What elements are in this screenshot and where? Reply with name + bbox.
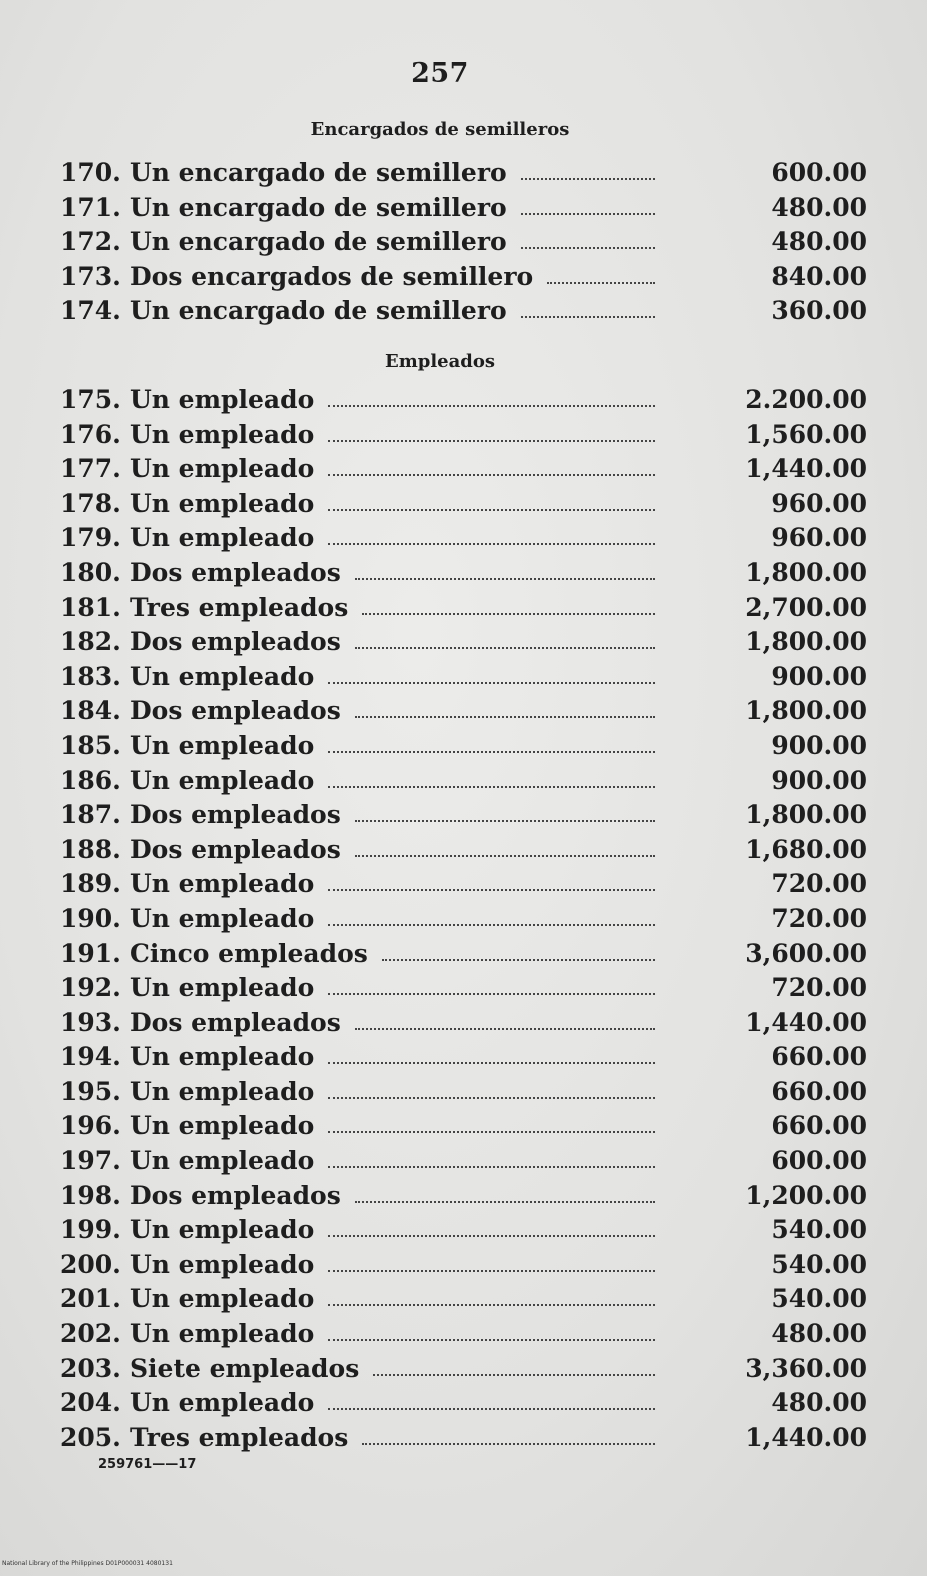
item-number: 194. xyxy=(60,1042,121,1072)
item-number: 180. xyxy=(60,557,121,587)
item-number: 178. xyxy=(60,488,121,518)
item-description: Dos empleados xyxy=(130,696,341,726)
list-item xyxy=(0,1109,927,1144)
item-number: 176. xyxy=(60,419,121,449)
dot-leader xyxy=(521,247,655,249)
item-amount: 1,680.00 xyxy=(745,834,867,864)
item-description: Dos empleados xyxy=(130,627,341,657)
item-amount: 1,800.00 xyxy=(745,557,867,587)
section-list-empleados xyxy=(0,383,927,1455)
item-number: 185. xyxy=(60,730,121,760)
item-description: Un empleado xyxy=(130,1249,315,1279)
dot-leader xyxy=(328,1270,655,1272)
item-number: 182. xyxy=(60,627,121,657)
item-amount: 600.00 xyxy=(771,1146,867,1176)
item-number: 203. xyxy=(60,1353,121,1383)
item-amount: 1,440.00 xyxy=(745,1422,867,1452)
dot-leader xyxy=(328,993,655,995)
list-item xyxy=(0,383,927,418)
footer-code: 259761——17 xyxy=(98,1457,197,1472)
list-item xyxy=(0,418,927,453)
item-amount: 1,440.00 xyxy=(745,454,867,484)
item-amount: 480.00 xyxy=(771,192,867,222)
item-number: 196. xyxy=(60,1111,121,1141)
item-description: Un empleado xyxy=(130,973,315,1003)
dot-leader xyxy=(328,1097,655,1099)
item-amount: 540.00 xyxy=(771,1249,867,1279)
list-item xyxy=(0,156,927,191)
item-description: Dos empleados xyxy=(130,557,341,587)
dot-leader xyxy=(382,959,655,961)
item-amount: 1,200.00 xyxy=(745,1180,867,1210)
dot-leader xyxy=(355,1201,655,1203)
item-description: Dos encargados de semillero xyxy=(130,261,534,291)
dot-leader xyxy=(521,178,655,180)
item-number: 202. xyxy=(60,1319,121,1349)
item-description: Un empleado xyxy=(130,869,315,899)
list-item xyxy=(0,191,927,226)
list-item xyxy=(0,1317,927,1352)
dot-leader xyxy=(355,647,655,649)
list-item xyxy=(0,452,927,487)
list-item xyxy=(0,729,927,764)
item-amount: 1,560.00 xyxy=(745,419,867,449)
item-description: Un empleado xyxy=(130,523,315,553)
list-item xyxy=(0,833,927,868)
item-number: 201. xyxy=(60,1284,121,1314)
list-item xyxy=(0,1421,927,1456)
item-description: Un empleado xyxy=(130,419,315,449)
item-number: 191. xyxy=(60,938,121,968)
list-item xyxy=(0,798,927,833)
item-amount: 480.00 xyxy=(771,1319,867,1349)
dot-leader xyxy=(328,786,655,788)
section-heading-empleados: Empleados xyxy=(384,351,496,372)
dot-leader xyxy=(328,543,655,545)
item-description: Un empleado xyxy=(130,385,315,414)
item-description: Dos empleados xyxy=(130,800,341,830)
dot-leader xyxy=(328,509,655,511)
dot-leader xyxy=(328,1408,655,1410)
item-description: Un empleado xyxy=(130,903,315,933)
item-number: 170. xyxy=(60,158,121,187)
dot-leader xyxy=(521,316,655,318)
item-description: Un empleado xyxy=(130,454,315,484)
item-number: 187. xyxy=(60,800,121,830)
item-number: 175. xyxy=(60,385,121,414)
item-number: 177. xyxy=(60,454,121,484)
item-number: 192. xyxy=(60,973,121,1003)
dot-leader xyxy=(328,1339,655,1341)
dot-leader xyxy=(328,1304,655,1306)
item-number: 188. xyxy=(60,834,121,864)
item-description: Dos empleados xyxy=(130,834,341,864)
item-number: 190. xyxy=(60,903,121,933)
list-item xyxy=(0,1386,927,1421)
list-item xyxy=(0,937,927,972)
dot-leader xyxy=(328,924,655,926)
item-description: Un encargado de semillero xyxy=(130,296,507,325)
dot-leader xyxy=(328,440,655,442)
dot-leader xyxy=(328,405,655,407)
item-amount: 1,440.00 xyxy=(745,1007,867,1037)
item-number: 172. xyxy=(60,227,121,256)
list-item xyxy=(0,225,927,260)
item-number: 173. xyxy=(60,261,121,291)
list-item xyxy=(0,1179,927,1214)
dot-leader xyxy=(328,1062,655,1064)
item-number: 199. xyxy=(60,1215,121,1245)
list-item xyxy=(0,556,927,591)
dot-leader xyxy=(355,578,655,580)
dot-leader xyxy=(328,751,655,753)
list-item xyxy=(0,1006,927,1041)
list-item xyxy=(0,1282,927,1317)
dot-leader xyxy=(355,1028,655,1030)
dot-leader xyxy=(362,1443,655,1445)
dot-leader xyxy=(355,855,655,857)
list-item xyxy=(0,971,927,1006)
item-amount: 1,800.00 xyxy=(745,800,867,830)
item-amount: 840.00 xyxy=(771,261,867,291)
list-item xyxy=(0,1075,927,1110)
item-amount: 3,600.00 xyxy=(745,938,867,968)
item-description: Un empleado xyxy=(130,1215,315,1245)
item-description: Un empleado xyxy=(130,1284,315,1314)
library-watermark: National Library of the Philippines D01P000031 4080131 xyxy=(2,1560,173,1567)
item-number: 183. xyxy=(60,661,121,691)
item-number: 179. xyxy=(60,523,121,553)
item-description: Siete empleados xyxy=(130,1353,360,1383)
item-amount: 960.00 xyxy=(771,488,867,518)
item-description: Un empleado xyxy=(130,1388,315,1418)
item-amount: 540.00 xyxy=(771,1284,867,1314)
item-amount: 900.00 xyxy=(771,765,867,795)
item-description: Tres empleados xyxy=(130,1422,349,1452)
item-amount: 660.00 xyxy=(771,1111,867,1141)
list-item xyxy=(0,521,927,556)
list-item xyxy=(0,867,927,902)
item-number: 200. xyxy=(60,1249,121,1279)
item-amount: 1,800.00 xyxy=(745,696,867,726)
list-item xyxy=(0,1040,927,1075)
item-number: 204. xyxy=(60,1388,121,1418)
item-number: 189. xyxy=(60,869,121,899)
item-amount: 540.00 xyxy=(771,1215,867,1245)
item-description: Dos empleados xyxy=(130,1180,341,1210)
item-description: Un empleado xyxy=(130,1042,315,1072)
item-description: Un empleado xyxy=(130,730,315,760)
item-number: 197. xyxy=(60,1146,121,1176)
item-amount: 1,800.00 xyxy=(745,627,867,657)
item-amount: 900.00 xyxy=(771,730,867,760)
dot-leader xyxy=(328,682,655,684)
dot-leader xyxy=(547,282,655,284)
item-amount: 660.00 xyxy=(771,1042,867,1072)
item-number: 181. xyxy=(60,592,121,622)
item-number: 174. xyxy=(60,296,121,325)
list-item xyxy=(0,1352,927,1387)
dot-leader xyxy=(328,1131,655,1133)
item-number: 186. xyxy=(60,765,121,795)
item-description: Un encargado de semillero xyxy=(130,158,507,187)
item-number: 193. xyxy=(60,1007,121,1037)
item-amount: 720.00 xyxy=(771,869,867,899)
item-amount: 2.200.00 xyxy=(745,385,867,414)
list-item xyxy=(0,625,927,660)
item-amount: 480.00 xyxy=(771,1388,867,1418)
list-item xyxy=(0,764,927,799)
item-description: Un encargado de semillero xyxy=(130,192,507,222)
item-amount: 2,700.00 xyxy=(745,592,867,622)
list-item xyxy=(0,260,927,295)
list-item xyxy=(0,1213,927,1248)
dot-leader xyxy=(355,820,655,822)
item-amount: 660.00 xyxy=(771,1076,867,1106)
item-amount: 960.00 xyxy=(771,523,867,553)
list-item xyxy=(0,591,927,626)
item-description: Un empleado xyxy=(130,765,315,795)
list-item xyxy=(0,294,927,329)
item-number: 205. xyxy=(60,1422,121,1452)
section-list-encargados xyxy=(0,156,927,329)
dot-leader xyxy=(355,716,655,718)
item-description: Un empleado xyxy=(130,1319,315,1349)
item-description: Cinco empleados xyxy=(130,938,368,968)
item-amount: 600.00 xyxy=(771,158,867,187)
dot-leader xyxy=(328,474,655,476)
list-item xyxy=(0,694,927,729)
item-number: 184. xyxy=(60,696,121,726)
item-description: Dos empleados xyxy=(130,1007,341,1037)
list-item xyxy=(0,1144,927,1179)
dot-leader xyxy=(373,1374,655,1376)
dot-leader xyxy=(328,889,655,891)
list-item xyxy=(0,660,927,695)
item-description: Un empleado xyxy=(130,661,315,691)
item-amount: 720.00 xyxy=(771,903,867,933)
list-item xyxy=(0,902,927,937)
item-description: Un empleado xyxy=(130,1076,315,1106)
dot-leader xyxy=(328,1235,655,1237)
item-number: 198. xyxy=(60,1180,121,1210)
item-number: 195. xyxy=(60,1076,121,1106)
item-description: Un empleado xyxy=(130,488,315,518)
dot-leader xyxy=(362,613,655,615)
item-description: Un empleado xyxy=(130,1111,315,1141)
dot-leader xyxy=(521,213,655,215)
item-amount: 480.00 xyxy=(771,227,867,256)
page-number: 257 xyxy=(411,58,469,89)
item-amount: 900.00 xyxy=(771,661,867,691)
list-item xyxy=(0,487,927,522)
section-heading-encargados: Encargados de semilleros xyxy=(310,119,570,140)
dot-leader xyxy=(328,1166,655,1168)
item-amount: 360.00 xyxy=(771,296,867,325)
item-amount: 720.00 xyxy=(771,973,867,1003)
list-item xyxy=(0,1248,927,1283)
item-amount: 3,360.00 xyxy=(745,1353,867,1383)
item-description: Tres empleados xyxy=(130,592,349,622)
item-description: Un empleado xyxy=(130,1146,315,1176)
item-number: 171. xyxy=(60,192,121,222)
item-description: Un encargado de semillero xyxy=(130,227,507,256)
